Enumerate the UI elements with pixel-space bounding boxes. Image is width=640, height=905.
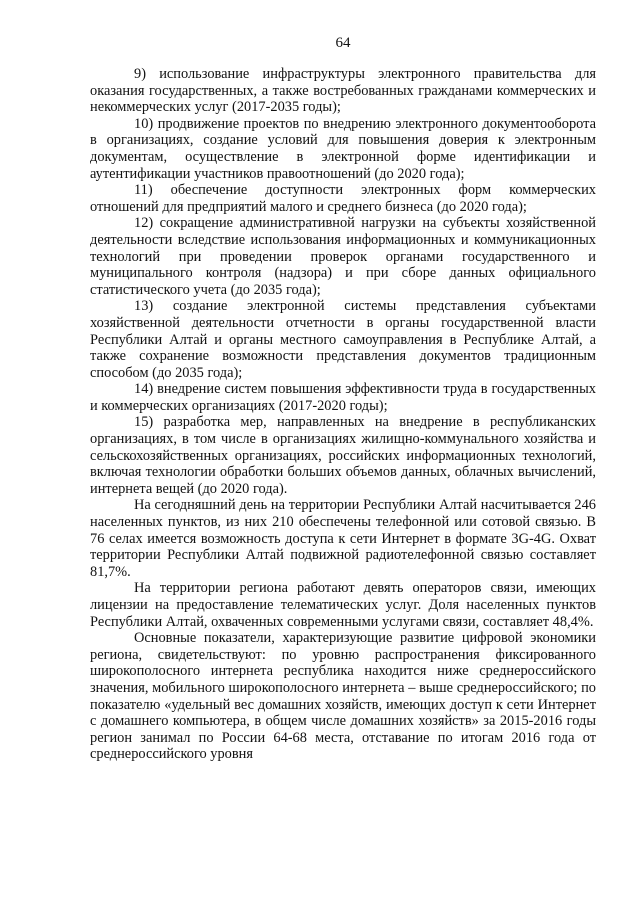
paragraph-item-15: 15) разработка мер, направленных на внедрение в республиканских организациях, в том числе в организациях жилищно-коммунального хозяйства и сельскохозяйственных организациях, российских информационных технологий, включая технологии обработки больших объемов данных, облачных вычислений, интернета вещей (до 2020 года).	[90, 414, 596, 497]
paragraph-item-12: 12) сокращение административной нагрузки на субъекты хозяйственной деятельности вследствие использования информационных и коммуникационных технологий при проведении проверок органами государственного и муниципального контроля (надзора) и при сборе данных официального статистического учета (до 2035 года);	[90, 215, 596, 298]
paragraph-indicators: Основные показатели, характеризующие развитие цифровой экономики региона, свидетельствуют: по уровню распространения фиксированного широкополосного интернета республика находится ниже среднероссийского значения, мобильного широкополосного интернета – выше среднероссийского; по показателю «удельный вес домашних хозяйств, имеющих доступ к сети Интернет с домашнего компьютера, в общем числе домашних хозяйств» за 2015-2016 годы регион занимал по России 64-68 места, отставание по итогам 2016 года от среднероссийского уровня	[90, 630, 596, 763]
page-number: 64	[335, 35, 351, 51]
paragraph-item-10: 10) продвижение проектов по внедрению электронного документооборота в организациях, создание условий для повышения доверия к электронным документам, осуществление в электронной форме идентификации и аутентификации участников правоотношений (до 2020 года);	[90, 115, 596, 182]
paragraph-item-11: 11) обеспечение доступности электронных форм коммерческих отношений для предприятий малого и среднего бизнеса (до 2020 года);	[90, 182, 596, 215]
paragraph-item-13: 13) создание электронной системы представления субъектами хозяйственной деятельности отчетности в органы государственной власти Республики Алтай и органы местного самоуправления в Республике Алтай, а также сохранение возможности представления документов традиционным способом (до 2035 года);	[90, 298, 596, 381]
document-page	[90, 34, 596, 763]
paragraph-item-9: 9) использование инфраструктуры электронного правительства для оказания государственных, а также востребованных гражданами коммерческих и некоммерческих услуг (2017-2035 годы);	[90, 66, 596, 116]
paragraph-item-14: 14) внедрение систем повышения эффективности труда в государственных и коммерческих организациях (2017-2020 годы);	[90, 381, 596, 414]
paragraph-operators: На территории региона работают девять операторов связи, имеющих лицензии на предоставление телематических услуг. Доля населенных пунктов Республики Алтай, охваченных современными услугами связи, составляет 48,4%.	[90, 580, 596, 630]
paragraph-settlements: На сегодняшний день на территории Республики Алтай насчитывается 246 населенных пунктов, из них 210 обеспечены телефонной или сотовой связью. В 76 селах имеется возможность доступа к сети Интернет в формате 3G-4G. Охват территории Республики Алтай подвижной радиотелефонной связью составляет 81,7%.	[90, 497, 596, 580]
